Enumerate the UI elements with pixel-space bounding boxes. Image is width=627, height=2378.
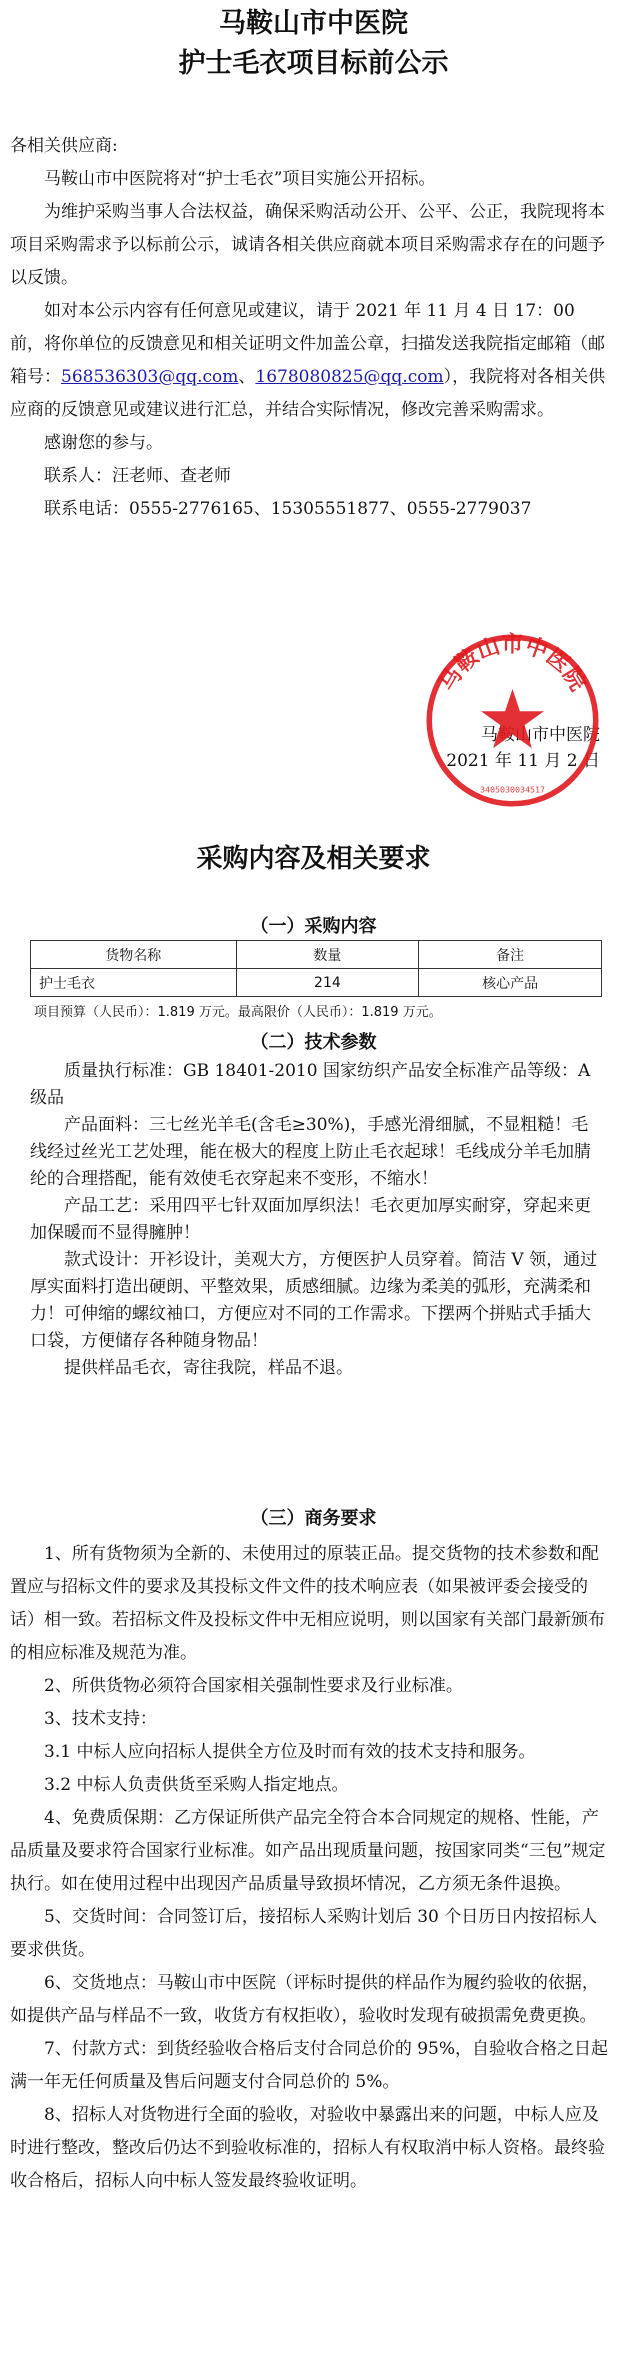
tech-params-body	[30, 1058, 600, 1382]
seal-text: 马鞍山市中医院	[434, 631, 591, 696]
section-business-title: （三）商务要求	[250, 1508, 377, 1529]
document-title-line1: 马鞍山市中医院	[219, 8, 408, 39]
official-seal-stamp	[420, 628, 605, 813]
biz-paragraph: 5、交货时间：合同签订后，接招标人采购计划后 30 个日历日内按招标人要求供货。	[10, 1907, 598, 1960]
biz-paragraph: 3.1 中标人应向招标人提供全方位及时而有效的技术支持和服务。	[44, 1742, 536, 1762]
contact-phone: 联系电话：0555-2776165、15305551877、0555-2779037	[44, 499, 532, 519]
biz-paragraph: 4、免费质保期：乙方保证所供产品完全符合本合同规定的规格、性能，产品质量及要求符合国家行业标准。如产品出现质量问题，按国家同类“三包”规定执行。如在使用过程中出现因产品质量导致损坏情况，乙方须无条件退换。	[10, 1808, 606, 1894]
table-header-cell: 数量	[236, 941, 419, 969]
biz-paragraph: 3、技术支持：	[44, 1709, 157, 1729]
tech-paragraph: 产品工艺：采用四平七针双面加厚织法！毛衣更加厚实耐穿，穿起来更加保暖而不显得臃肿！	[30, 1196, 591, 1243]
table-header-cell: 货物名称	[31, 941, 237, 969]
table-row	[31, 969, 602, 997]
biz-paragraph: 1、所有货物须为全新的、未使用过的原装正品。提交货物的技术参数和配置应与招标文件的要求及其投标文件文件的技术响应表（如果被评委会接受的话）相一致。若招标文件及投标文件中无相应说明，则以国家有关部门最新颁布的相应标准及规范为准。	[10, 1544, 605, 1663]
tech-paragraph: 质量执行标准：GB 18401-2010 国家纺织产品安全标准产品等级：A 级品	[30, 1061, 591, 1108]
table-cell-note: 核心产品	[419, 969, 602, 997]
section-purchase-content-title: （一）采购内容	[250, 916, 377, 937]
feedback-text-end: ），我院将对各相关供应商的反馈意见或建议进行汇总，并结合实际情况，修改完善采购需求。	[10, 367, 606, 420]
biz-paragraph: 2、所供货物必须符合国家相关强制性要求及行业标准。	[44, 1676, 463, 1696]
email-link-1[interactable]: 568536303@qq.com	[61, 367, 239, 387]
table-header-cell: 备注	[419, 941, 602, 969]
thanks-text: 感谢您的参与。	[44, 433, 163, 453]
notice-paragraph-2: 为维护采购当事人合法权益，确保采购活动公开、公平、公正，我院现将本项目采购需求予以标前公示，诚请各相关供应商就本项目采购需求存在的问题予以反馈。	[10, 202, 605, 288]
contact-person: 联系人：汪老师、查老师	[44, 466, 231, 486]
biz-paragraph: 6、交货地点：马鞍山市中医院（评标时提供的样品作为履约验收的依据，如提供产品与样品不一致，收货方有权拒收），验收时发现有破损需免费更换。	[10, 1973, 599, 2026]
tech-paragraph: 款式设计：开衫设计，美观大方，方便医护人员穿着。简洁 V 领，通过厚实面料打造出硬朗、平整效果，质感细腻。边缘为柔美的弧形，充满柔和力！可伸缩的螺纹袖口，方便应对不同的工作需求。下摆两个拼贴式手插大口袋，方便储存各种随身物品！	[30, 1250, 598, 1351]
requirements-title: 采购内容及相关要求	[196, 844, 431, 874]
signature-org: 马鞍山市中医院	[481, 725, 600, 745]
purchase-items-table	[30, 940, 602, 997]
notice-paragraph-3	[10, 295, 610, 427]
notice-paragraph-1: 马鞍山市中医院将对“护士毛衣”项目实施公开招标。	[44, 169, 436, 189]
feedback-text: 如对本公示内容有任何意见或建议，请于 2021 年 11 月 4 日 17：00 前，将你单位的反馈意见和相关证明文件加盖公章，扫描发送我院指定邮箱（邮箱号：	[10, 301, 605, 387]
table-cell-quantity: 214	[236, 969, 419, 997]
document-header	[0, 4, 627, 84]
salutation: 各相关供应商:	[10, 136, 118, 156]
table-cell-item-name: 护士毛衣	[31, 969, 237, 997]
section-tech-params-title: （二）技术参数	[250, 1032, 377, 1053]
tech-paragraph: 产品面料：三七丝光羊毛(含毛≥30%)，手感光滑细腻，不显粗糙！毛线经过丝光工艺处理，能在极大的程度上防止毛衣起球！毛线成分羊毛加腈纶的合理搭配，能有效使毛衣穿起来不变形，不缩水！	[30, 1115, 591, 1189]
email-link-2[interactable]: 1678080825@qq.com	[255, 367, 444, 387]
tech-paragraph: 提供样品毛衣，寄往我院，样品不退。	[64, 1358, 353, 1378]
biz-paragraph: 7、付款方式：到货经验收合格后支付合同总价的 95%，自验收合格之日起满一年无任何质量及售后问题支付合同总价的 5%。	[10, 2039, 609, 2092]
document-title-line2: 护士毛衣项目标前公示	[178, 48, 449, 79]
svg-text:马鞍山市中医院	[434, 631, 591, 696]
email-separator: 、	[238, 367, 256, 387]
signature-date: 2021 年 11 月 2 日	[446, 751, 600, 771]
biz-paragraph: 8、招标人对货物进行全面的验收，对验收中暴露出来的问题，中标人应及时进行整改，整改后仍达不到验收标准的，招标人有权取消中标人资格。最终验收合格后，招标人向中标人签发最终验收证明。	[10, 2105, 605, 2191]
notice-body	[10, 130, 610, 526]
table-header-row	[31, 941, 602, 969]
seal-number: 3405030034517	[479, 784, 546, 795]
business-requirements-body	[10, 1538, 610, 2198]
budget-line: 项目预算（人民币）：1.819 万元。最高限价（人民币）：1.819 万元。	[34, 1005, 442, 1020]
biz-paragraph: 3.2 中标人负责供货至采购人指定地点。	[44, 1775, 349, 1795]
